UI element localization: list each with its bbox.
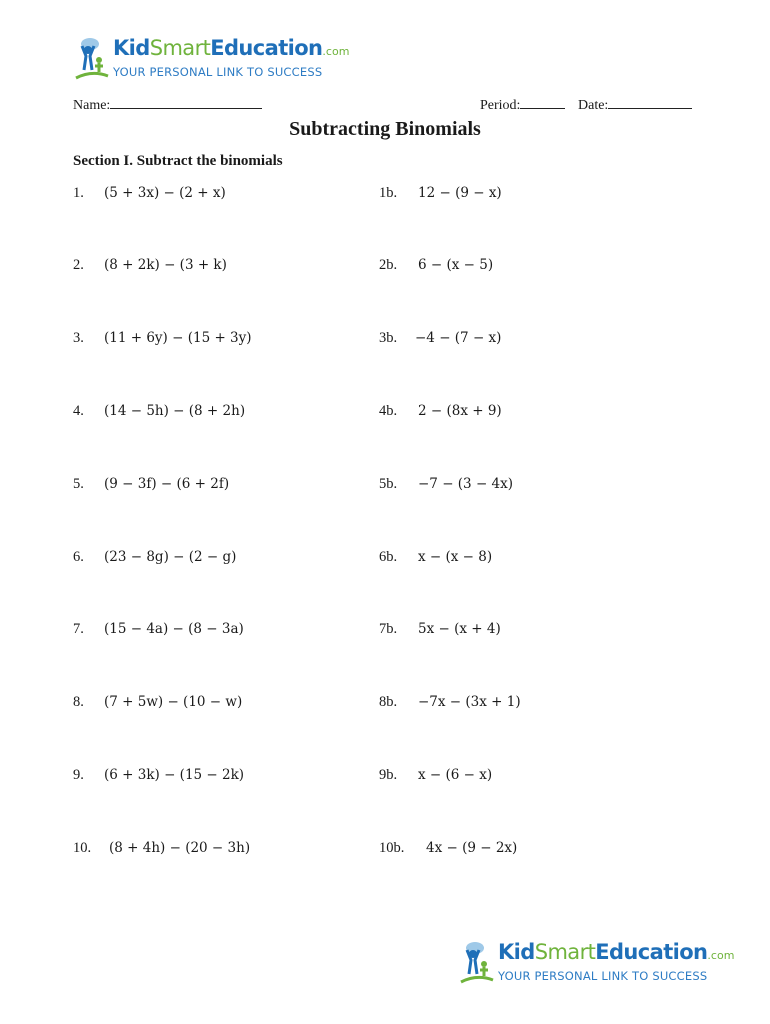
problem-item: 5b. −7 − (3 − 4x): [379, 476, 514, 492]
problem-item: 7b. 5x − (x + 4): [379, 621, 501, 637]
problem-item: 4b. 2 − (8x + 9): [379, 403, 502, 419]
problem-item: 2. (8 + 2k) − (3 + k): [73, 257, 227, 273]
problem-item: 7. (15 − 4a) − (8 − 3a): [73, 621, 244, 637]
brand-words: [113, 36, 349, 79]
brand-logo-bottom: [459, 940, 734, 986]
kids-logo-icon: [74, 36, 110, 82]
problem-item: 1. (5 + 3x) − (2 + x): [73, 185, 226, 201]
brand-name: KidSmartEducation.com: [113, 36, 350, 60]
date-field: [578, 94, 692, 114]
name-field: [73, 94, 262, 114]
brand-logo-top: [74, 36, 349, 82]
brand-tagline: YOUR PERSONAL LINK TO SUCCESS: [113, 65, 323, 79]
problem-item: 3b. −4 − (7 − x): [379, 330, 502, 346]
problem-item: 5. (9 − 3f) − (6 + 2f): [73, 476, 230, 492]
brand-name: KidSmartEducation.com: [498, 940, 735, 964]
problem-expression: (7 + 5w) − (10 − w): [104, 694, 243, 710]
problem-item: 2b. 6 − (x − 5): [379, 257, 494, 273]
problem-expression: (15 − 4a) − (8 − 3a): [104, 621, 244, 637]
worksheet-title: Subtracting Binomials: [289, 118, 481, 140]
problem-expression: (6 + 3k) − (15 − 2k): [104, 767, 245, 783]
date-label: Date:: [578, 98, 609, 113]
problem-expression: 6 − (x − 5): [418, 257, 494, 273]
problem-item: 9. (6 + 3k) − (15 − 2k): [73, 767, 245, 783]
problem-expression: (14 − 5h) − (8 + 2h): [104, 403, 246, 419]
problem-expression: x − (x − 8): [418, 549, 493, 565]
problem-expression: −7x − (3x + 1): [418, 694, 521, 710]
kids-logo-icon: [459, 940, 495, 986]
name-blank[interactable]: [110, 94, 262, 109]
name-label: Name:: [73, 98, 111, 113]
problem-expression: 12 − (9 − x): [418, 185, 502, 201]
problem-expression: (8 + 2k) − (3 + k): [104, 257, 227, 273]
problem-item: 10. (8 + 4h) − (20 − 3h): [73, 840, 251, 856]
problem-item: 8. (7 + 5w) − (10 − w): [73, 694, 243, 710]
problem-item: 3. (11 + 6y) − (15 + 3y): [73, 330, 252, 346]
problem-item: 1b. 12 − (9 − x): [379, 185, 502, 201]
problem-expression: (11 + 6y) − (15 + 3y): [104, 330, 252, 346]
problem-item: 9b. x − (6 − x): [379, 767, 493, 783]
date-blank[interactable]: [608, 94, 692, 109]
problem-expression: 5x − (x + 4): [418, 621, 501, 637]
period-label: Period:: [480, 98, 521, 113]
brand-tagline: YOUR PERSONAL LINK TO SUCCESS: [498, 969, 708, 983]
problem-expression: (8 + 4h) − (20 − 3h): [109, 840, 251, 856]
period-field: [480, 94, 565, 114]
problem-item: 4. (14 − 5h) − (8 + 2h): [73, 403, 246, 419]
problem-expression: x − (6 − x): [418, 767, 493, 783]
problem-expression: (5 + 3x) − (2 + x): [104, 185, 226, 201]
problem-item: 8b. −7x − (3x + 1): [379, 694, 521, 710]
problem-item: 10b. 4x − (9 − 2x): [379, 840, 518, 856]
problem-expression: 2 − (8x + 9): [418, 403, 502, 419]
problem-expression: −7 − (3 − 4x): [418, 476, 514, 492]
problem-item: 6. (23 − 8g) − (2 − g): [73, 549, 237, 565]
problem-expression: (23 − 8g) − (2 − g): [104, 549, 237, 565]
section-heading: Section I. Subtract the binomials: [73, 153, 283, 169]
period-blank[interactable]: [520, 94, 565, 109]
problem-item: 6b. x − (x − 8): [379, 549, 493, 565]
problem-expression: 4x − (9 − 2x): [426, 840, 518, 856]
brand-words: [498, 940, 734, 983]
problem-expression: (9 − 3f) − (6 + 2f): [104, 476, 230, 492]
problem-expression: −4 − (7 − x): [415, 330, 502, 346]
